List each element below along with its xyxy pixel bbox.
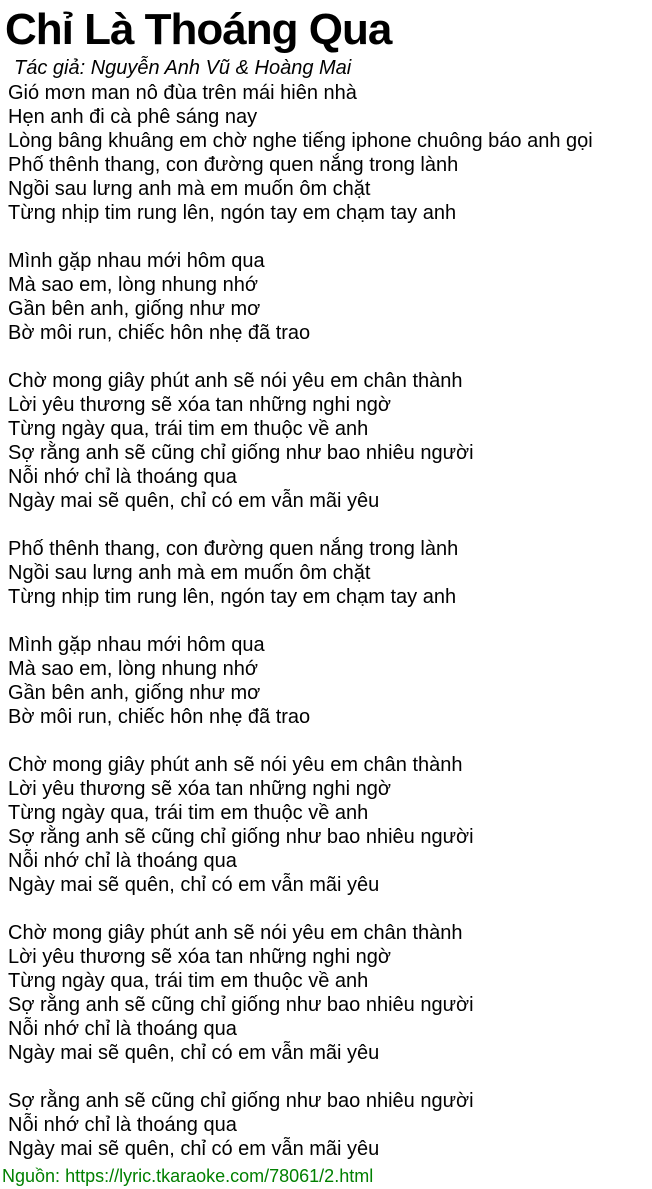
lyric-line: Gần bên anh, giống như mơ bbox=[8, 298, 261, 320]
song-title: Chỉ Là Thoáng Qua bbox=[5, 5, 392, 54]
lyric-line: Mà sao em, lòng nhung nhớ bbox=[8, 658, 258, 680]
lyric-line: Ngày mai sẽ quên, chỉ có em vẫn mãi yêu bbox=[8, 874, 380, 896]
lyric-line: Lòng bâng khuâng em chờ nghe tiếng iphone chuông báo anh gọi bbox=[8, 130, 593, 152]
lyric-line: Ngày mai sẽ quên, chỉ có em vẫn mãi yêu bbox=[8, 490, 380, 512]
source-url-link[interactable]: https://lyric.tkaraoke.com/78061/2.html bbox=[65, 1166, 374, 1186]
lyric-line: Bờ môi run, chiếc hôn nhẹ đã trao bbox=[8, 322, 311, 344]
stanza-1 bbox=[8, 81, 646, 225]
lyric-line: Ngày mai sẽ quên, chỉ có em vẫn mãi yêu bbox=[8, 1138, 380, 1160]
lyric-line: Từng ngày qua, trái tim em thuộc về anh bbox=[8, 418, 369, 440]
lyric-line: Sợ rằng anh sẽ cũng chỉ giống như bao nhiêu người bbox=[8, 826, 474, 848]
source-label: Nguồn: bbox=[2, 1166, 61, 1186]
lyric-line: Mà sao em, lòng nhung nhớ bbox=[8, 274, 258, 296]
lyric-line: Phố thênh thang, con đường quen nắng trong lành bbox=[8, 154, 459, 176]
author-line: Tác giả: Nguyễn Anh Vũ & Hoàng Mai bbox=[14, 57, 352, 79]
lyric-line: Chờ mong giây phút anh sẽ nói yêu em chân thành bbox=[8, 370, 463, 392]
stanza-2 bbox=[8, 249, 646, 345]
lyric-line: Nỗi nhớ chỉ là thoáng qua bbox=[8, 1114, 237, 1136]
lyric-line: Gió mơn man nô đùa trên mái hiên nhà bbox=[8, 82, 357, 104]
lyric-line: Từng ngày qua, trái tim em thuộc về anh bbox=[8, 802, 369, 824]
lyric-line: Chờ mong giây phút anh sẽ nói yêu em chân thành bbox=[8, 754, 463, 776]
lyric-line: Sợ rằng anh sẽ cũng chỉ giống như bao nhiêu người bbox=[8, 1090, 474, 1112]
stanza-7 bbox=[8, 921, 646, 1065]
lyric-line: Sợ rằng anh sẽ cũng chỉ giống như bao nhiêu người bbox=[8, 442, 474, 464]
lyric-line: Từng nhịp tim rung lên, ngón tay em chạm tay anh bbox=[8, 202, 457, 224]
lyric-line: Mình gặp nhau mới hôm qua bbox=[8, 634, 265, 656]
stanza-8 bbox=[8, 1089, 646, 1161]
lyric-line: Nỗi nhớ chỉ là thoáng qua bbox=[8, 466, 237, 488]
lyric-line: Chờ mong giây phút anh sẽ nói yêu em chân thành bbox=[8, 922, 463, 944]
lyric-line: Ngồi sau lưng anh mà em muốn ôm chặt bbox=[8, 178, 371, 200]
lyric-line: Gần bên anh, giống như mơ bbox=[8, 682, 261, 704]
lyric-line: Bờ môi run, chiếc hôn nhẹ đã trao bbox=[8, 706, 311, 728]
lyric-line: Từng nhịp tim rung lên, ngón tay em chạm tay anh bbox=[8, 586, 457, 608]
stanza-3 bbox=[8, 369, 646, 513]
source-line bbox=[2, 1165, 646, 1187]
lyric-line: Ngồi sau lưng anh mà em muốn ôm chặt bbox=[8, 562, 371, 584]
lyric-line: Hẹn anh đi cà phê sáng nay bbox=[8, 106, 258, 128]
lyric-line: Ngày mai sẽ quên, chỉ có em vẫn mãi yêu bbox=[8, 1042, 380, 1064]
stanza-5 bbox=[8, 633, 646, 729]
lyric-line: Phố thênh thang, con đường quen nắng trong lành bbox=[8, 538, 459, 560]
lyric-line: Mình gặp nhau mới hôm qua bbox=[8, 250, 265, 272]
stanza-6 bbox=[8, 753, 646, 897]
lyric-line: Lời yêu thương sẽ xóa tan những nghi ngờ bbox=[8, 778, 392, 800]
lyric-line: Nỗi nhớ chỉ là thoáng qua bbox=[8, 850, 237, 872]
lyric-line: Lời yêu thương sẽ xóa tan những nghi ngờ bbox=[8, 946, 392, 968]
lyric-line: Sợ rằng anh sẽ cũng chỉ giống như bao nhiêu người bbox=[8, 994, 474, 1016]
stanza-4 bbox=[8, 537, 646, 609]
lyrics-body bbox=[8, 81, 646, 1161]
lyric-line: Lời yêu thương sẽ xóa tan những nghi ngờ bbox=[8, 394, 392, 416]
lyric-line: Từng ngày qua, trái tim em thuộc về anh bbox=[8, 970, 369, 992]
lyric-line: Nỗi nhớ chỉ là thoáng qua bbox=[8, 1018, 237, 1040]
